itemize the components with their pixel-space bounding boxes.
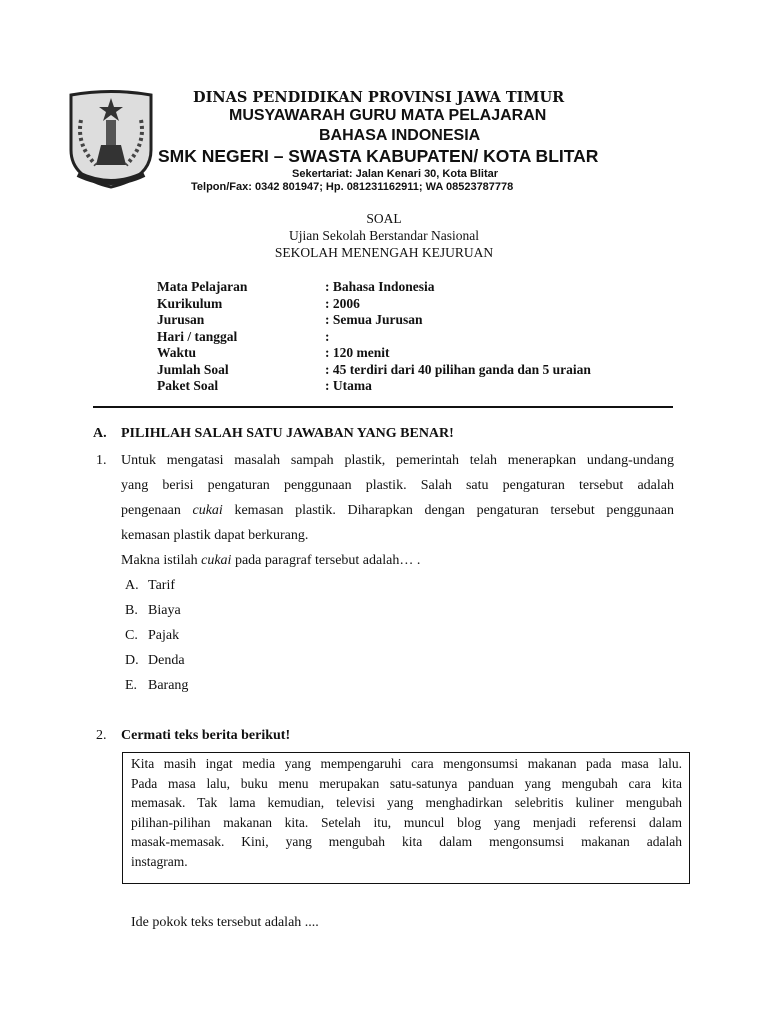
info-label: Waktu xyxy=(157,345,197,360)
doc-title: SOAL xyxy=(366,211,402,226)
news-text-line: instagram. xyxy=(131,853,188,869)
option-text: Pajak xyxy=(148,628,180,643)
info-value: : 120 menit xyxy=(325,345,390,360)
info-label: Jumlah Soal xyxy=(157,361,229,377)
question-instruction: Cermati teks berita berikut! xyxy=(121,728,291,743)
info-value: : 2006 xyxy=(325,295,360,311)
divider xyxy=(93,406,673,408)
option-text: Barang xyxy=(148,678,189,693)
question-text-line: yang berisi pengaturan penggunaan plastik. Salah satu pengaturan tersebut adalah xyxy=(121,478,674,493)
news-text-line: masak-memasak. Kini, yang mengubah kita dalam mengonsumsi makanan adalah xyxy=(131,834,682,849)
question-prompt xyxy=(121,553,420,569)
option-letter: E. xyxy=(125,678,138,693)
section-letter: A. xyxy=(93,426,107,441)
header-address: Sekertariat: Jalan Kenari 30, Kota Blitar xyxy=(292,168,499,180)
news-text-line: Kita masih ingat media yang mempengaruhi cara mengonsumsi makanan pada masa lalu. xyxy=(131,756,682,771)
option-letter: D. xyxy=(125,653,139,668)
east-java-emblem-logo xyxy=(66,90,156,190)
news-text-line: pilihan-pilihan makanan kita. Setelah itu, muncul blog yang menjadi referensi dalam xyxy=(131,814,682,830)
info-value: : 45 terdiri dari 40 pilihan ganda dan 5 uraian xyxy=(325,361,591,377)
doc-subtitle: Ujian Sekolah Berstandar Nasional xyxy=(288,228,480,243)
text: kemasan plastik. Diharapkan dengan pengaturan tersebut penggunaan xyxy=(222,503,674,518)
info-label: Hari / tanggal xyxy=(157,328,238,344)
info-label: Kurikulum xyxy=(157,295,223,311)
info-value: : Bahasa Indonesia xyxy=(325,279,435,294)
text: Makna istilah xyxy=(121,553,202,568)
question-prompt: Ide pokok teks tersebut adalah .... xyxy=(131,915,319,930)
info-value: : xyxy=(325,328,330,344)
doc-level: SEKOLAH MENENGAH KEJURUAN xyxy=(274,245,494,260)
option-text: Tarif xyxy=(148,578,176,593)
news-text-line: Pada masa lalu, buku menu merupakan satu-satunya panduan yang mengubah cara kita xyxy=(131,775,682,791)
option-text: Biaya xyxy=(148,603,181,618)
section-title: PILIHLAH SALAH SATU JAWABAN YANG BENAR! xyxy=(121,426,454,441)
header-subject: BAHASA INDONESIA xyxy=(319,127,481,144)
question-text-line xyxy=(121,503,674,519)
term-italic: cukai xyxy=(201,553,232,568)
text: pengenaan xyxy=(121,503,193,518)
term-italic: cukai xyxy=(192,503,223,518)
news-text-box xyxy=(122,752,690,884)
option-letter: A. xyxy=(125,578,139,593)
info-label: Jurusan xyxy=(157,312,205,327)
option-text: Denda xyxy=(148,653,185,668)
info-label: Paket Soal xyxy=(157,378,219,393)
question-number: 2. xyxy=(96,728,107,743)
header-forum: MUSYAWARAH GURU MATA PELAJARAN xyxy=(229,107,547,124)
info-value: : Utama xyxy=(325,378,372,393)
info-value: : Semua Jurusan xyxy=(325,312,423,327)
text: pada paragraf tersebut adalah… . xyxy=(231,553,421,568)
header-school: SMK NEGERI – SWASTA KABUPATEN/ KOTA BLITAR xyxy=(158,146,599,166)
news-text-line: memasak. Tak lama kemudian, televisi yang menghadirkan selebritis kuliner mengubah xyxy=(131,795,682,810)
info-label: Mata Pelajaran xyxy=(157,279,248,294)
option-letter: B. xyxy=(125,603,138,618)
question-text-line: Untuk mengatasi masalah sampah plastik, pemerintah telah menerapkan undang-undang xyxy=(121,453,674,468)
header-contact: Telpon/Fax: 0342 801947; Hp. 081231162911; WA 08523787778 xyxy=(191,181,514,193)
header-office: DINAS PENDIDIKAN PROVINSI JAWA TIMUR xyxy=(193,89,565,106)
question-number: 1. xyxy=(96,453,107,468)
option-letter: C. xyxy=(125,628,138,643)
question-text-line: kemasan plastik dapat berkurang. xyxy=(121,528,309,543)
